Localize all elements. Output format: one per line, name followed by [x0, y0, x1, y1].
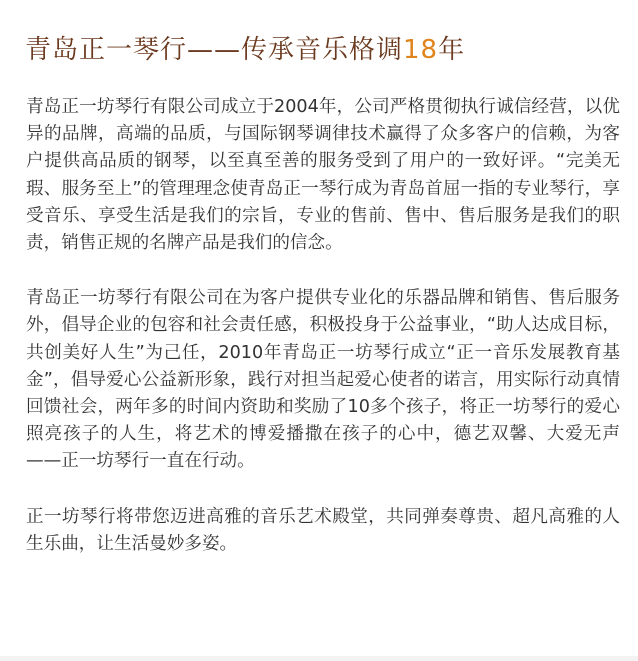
bottom-divider [0, 656, 638, 661]
article-body [26, 94, 620, 558]
paragraph-company-intro: 青岛正一坊琴行有限公司成立于2004年，公司严格贯彻执行诚信经营，以优异的品牌，高端的品质，与国际钢琴调律技术赢得了众多客户的信赖，为客户提供高品质的钢琴，以至真至善的服务受到了用户的一致好评。“完美无瑕、服务至上”的管理理念使青岛正一琴行成为青岛首屈一指的专业琴行，享受音乐、享受生活是我们的宗旨，专业的售前、售中、售后服务是我们的职责，销售正规的名牌产品是我们的信念。 [26, 97, 620, 254]
paragraph-social-responsibility: 青岛正一坊琴行有限公司在为客户提供专业化的乐器品牌和销售、售后服务外，倡导企业的包容和社会责任感，积极投身于公益事业，“助人达成目标，共创美好人生”为己任，2010年青岛正一坊琴行成立“正一音乐发展教育基金”，倡导爱心公益新形象，践行对担当起爱心使者的诺言，用实际行动真情回馈社会，两年多的时间内资助和奖励了10多个孩子，将正一坊琴行的爱心照亮孩子的人生，将艺术的博爱播撒在孩子的心中，德艺双馨、大爱无声——正一坊琴行一直在行动。 [26, 288, 620, 472]
paragraph-closing: 正一坊琴行将带您迈进高雅的音乐艺术殿堂，共同弹奏尊贵、超凡高雅的人生乐曲，让生活曼妙多姿。 [26, 506, 620, 554]
page-title [25, 30, 465, 70]
title-main-text: 青岛正一琴行——传承音乐格调 [25, 35, 404, 65]
title-years-number: 18 [403, 35, 439, 65]
title-suffix-text: 年 [438, 35, 466, 65]
